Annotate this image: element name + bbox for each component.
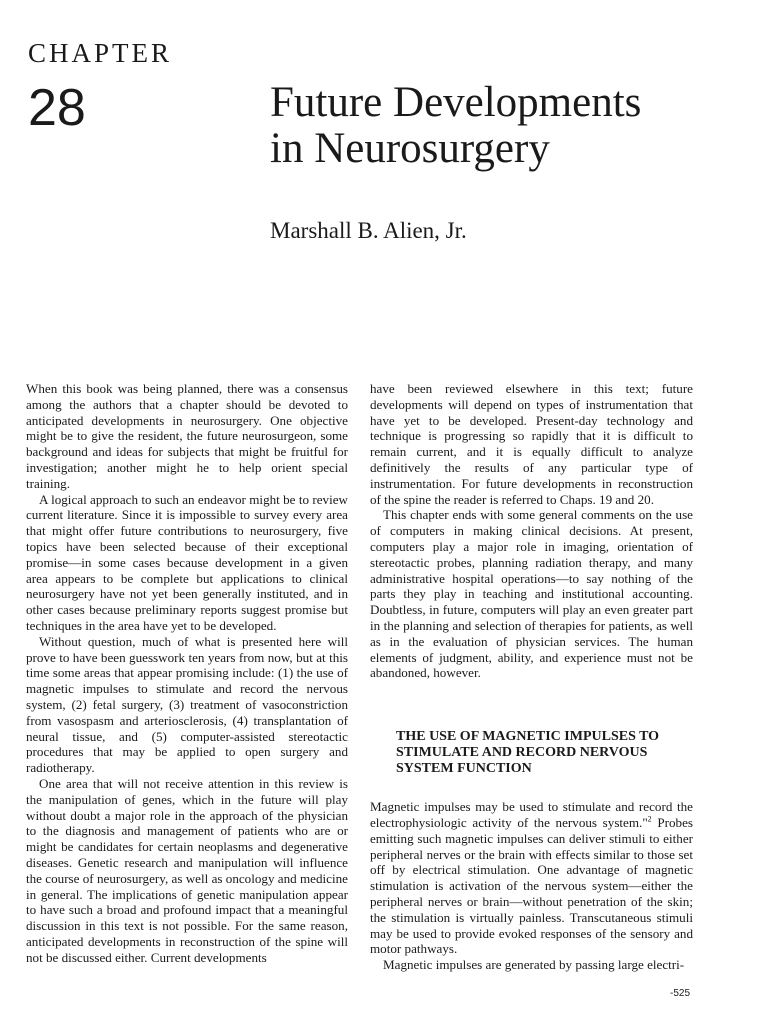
chapter-title-line-1: Future Developments [270, 79, 642, 126]
page-number: -525 [670, 988, 691, 999]
reference-superscript: 2 [647, 814, 652, 824]
chapter-label: CHAPTER [28, 38, 173, 68]
left-paragraph-1: When this book was being planned, there was a consensus among the authors that a chapter should be devoted to anticipated developments in neurosurgery. One objective might be to give the resident, the future neurosurgeon, some background and ideas for subjects that might be fruitful for investigation; another might he to help orient special training. [26, 381, 348, 491]
right-column [370, 381, 693, 973]
chapter-title [270, 80, 730, 172]
paragraph-text-continued: Probes emitting such magnetic impulses can deliver stimuli to either peripheral nerves or the brain with effects similar to those set off by electrical stimulation. One advantage of magnetic stimulation is activation of the nervous system—either the peripheral nerves or brain—without penetration of the skin; the stimulation is virtually painless. Transcutaneous stimuli may be used to provide evoked responses of the sensory and motor pathways. [370, 814, 693, 957]
chapter-number: 28 [28, 79, 86, 137]
author-name: Marshall B. Alien, Jr. [270, 218, 467, 243]
chapter-title-line-2: in Neurosurgery [270, 125, 550, 172]
left-column [26, 381, 348, 965]
right-paragraph-1: have been reviewed elsewhere in this text; future developments will depend on types of instrumentation that have yet to be developed. Present-day technology and technique is progressing so rapidly that it is difficult to remain current, and it is equally difficult to analyze definitively the results of any particular type of instrumentation. For future developments in reconstruction of the spine the reader is referred to Chaps. 19 and 20. [370, 381, 693, 507]
section-heading: THE USE OF MAGNETIC IMPULSES TO STIMULATE AND RECORD NERVOUS SYSTEM FUNCTION [396, 729, 660, 777]
paragraph-text: Magnetic impulses may be used to stimulate and record the electrophysiologic activity of the nervous system." [370, 799, 693, 830]
right-paragraph-2: This chapter ends with some general comments on the use of computers in making clinical decisions. At present, computers play a major role in imaging, orientation of stereotactic probes, planning radiation therapy, and many administrative hospital operations—to say nothing of the parts they play in teaching and institutional accounting. Doubtless, in future, computers will play an even greater part in the planning and selection of therapies for patients, as well as in the evaluation of physician services. The human elements of judgment, ability, and experience must not be abandoned, however. [370, 507, 693, 681]
left-paragraph-2: A logical approach to such an endeavor might be to review current literature. Since it is impossible to survey every area that might offer future contributions to neurosurgery, five topics have been selected because of their exceptional promise—in some cases because development in a given area appears to be complete but applications to clinical neurosurgery have not yet been generally instituted, and in other cases because preliminary reports suggest promise but techniques in the area have yet to be developed. [26, 491, 348, 633]
left-paragraph-4: One area that will not receive attention in this review is the manipulation of genes, which in the future will play without doubt a major role in the approach of the physician to the diagnosis and management of patients who are or might be candidates for certain neoplasms and degenerative diseases. Genetic research and manipulation will influence the course of neurosurgery, as well as oncology and medicine in general. The implications of genetic manipulation appear to have such a broad and profound impact that a meaningful discussion in this text is not possible. For the same reason, anticipated developments in reconstruction of the spine will not be discussed either. Current developments [26, 775, 348, 965]
right-paragraph-3 [370, 799, 693, 957]
right-paragraph-4: Magnetic impulses are generated by passing large electri- [383, 957, 685, 973]
left-paragraph-3: Without question, much of what is presented here will prove to have been guesswork ten years from now, but at this time some areas that appear promising include: (1) the use of magnetic impulses to stimulate and record the nervous system, (2) fetal surgery, (3) treatment of vasoconstriction from vasospasm and arteriosclerosis, (4) transplantation of neural tissue, and (5) computer-assisted stereotactic procedures that may be applied to open surgery and radiotherapy. [26, 633, 348, 776]
